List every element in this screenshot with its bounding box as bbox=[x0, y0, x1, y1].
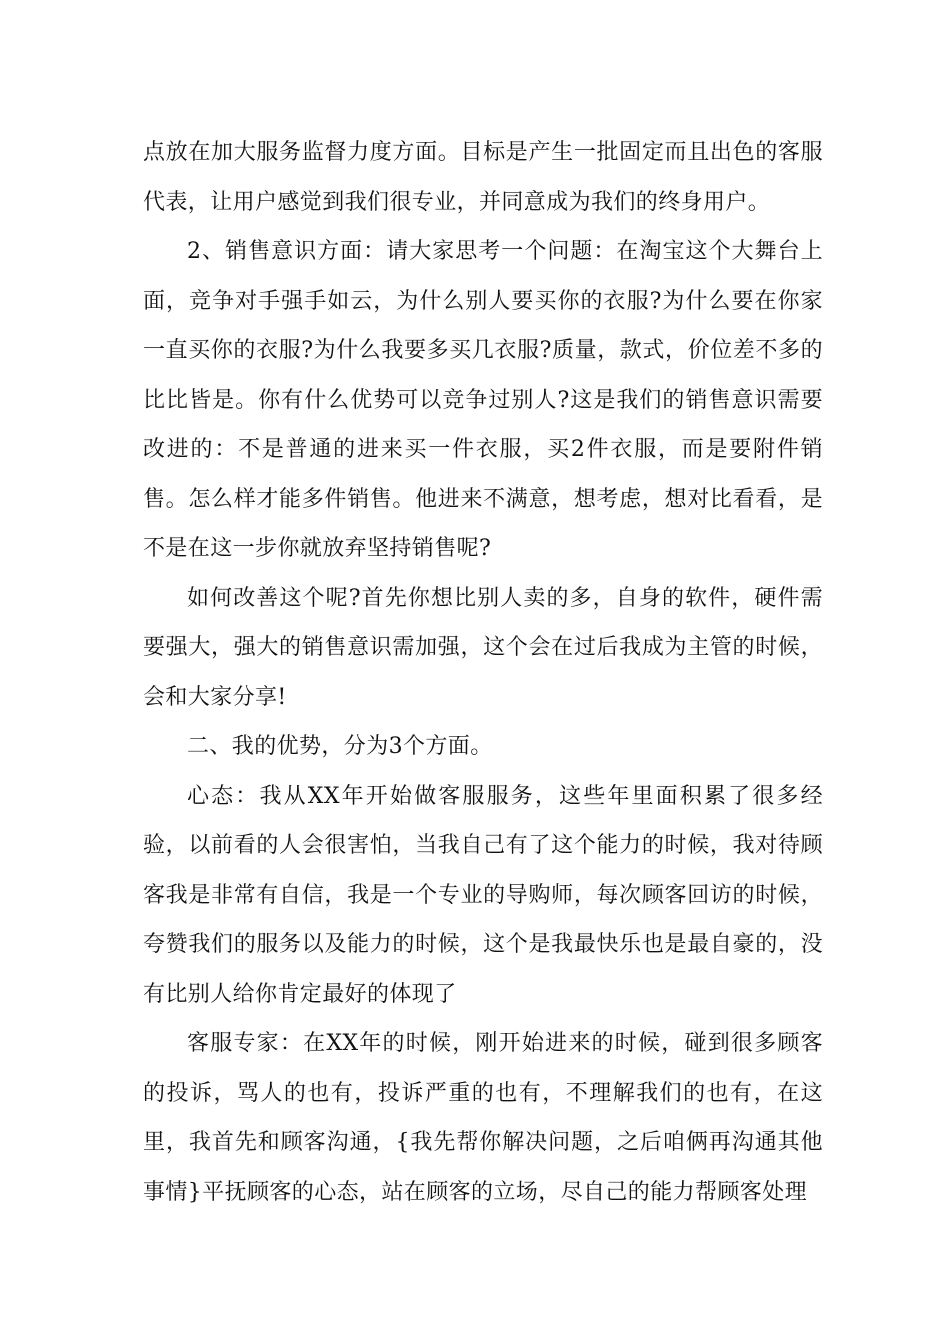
paragraph-1: 点放在加大服务监督力度方面。目标是产生一批固定而且出色的客服代表，让用户感觉到我们很专业，并同意成为我们的终身用户。 bbox=[143, 140, 823, 215]
paragraph-5: 心态：我从XX年开始做客服服务，这些年里面积累了很多经验，以前看的人会很害怕，当我自己有了这个能力的时候，我对待顾客我是非常有自信，我是一个专业的导购师，每次顾客回访的时候，夸赞我们的服务以及能力的时候，这个是我最快乐也是最自豪的，没有比别人给你肯定最好的体现了 bbox=[143, 783, 823, 1007]
paragraph-6: 客服专家：在XX年的时候，刚开始进来的时候，碰到很多顾客的投诉，骂人的也有，投诉严重的也有，不理解我们的也有，在这里，我首先和顾客沟通，{我先帮你解决问题，之后咱俩再沟通其他事情}平抚顾客的心态，站在顾客的立场，尽自己的能力帮顾客处理 bbox=[143, 1031, 823, 1205]
document-body bbox=[143, 128, 823, 1217]
paragraph-2: 2、销售意识方面：请大家思考一个问题：在淘宝这个大舞台上面，竞争对手强手如云，为什么别人要买你的衣服?为什么要在你家一直买你的衣服?为什么我要多买几衣服?质量，款式，价位差不多的比比皆是。你有什么优势可以竞争过别人?这是我们的销售意识需要改进的：不是普通的进来买一件衣服，买2件衣服，而是要附件销售。怎么样才能多件销售。他进来不满意，想考虑，想对比看看，是不是在这一步你就放弃坚持销售呢? bbox=[143, 239, 823, 561]
paragraph-3: 如何改善这个呢?首先你想比别人卖的多，自身的软件，硬件需要强大，强大的销售意识需加强，这个会在过后我成为主管的时候，会和大家分享! bbox=[143, 585, 823, 710]
paragraph-4: 二、我的优势，分为3个方面。 bbox=[187, 734, 493, 759]
